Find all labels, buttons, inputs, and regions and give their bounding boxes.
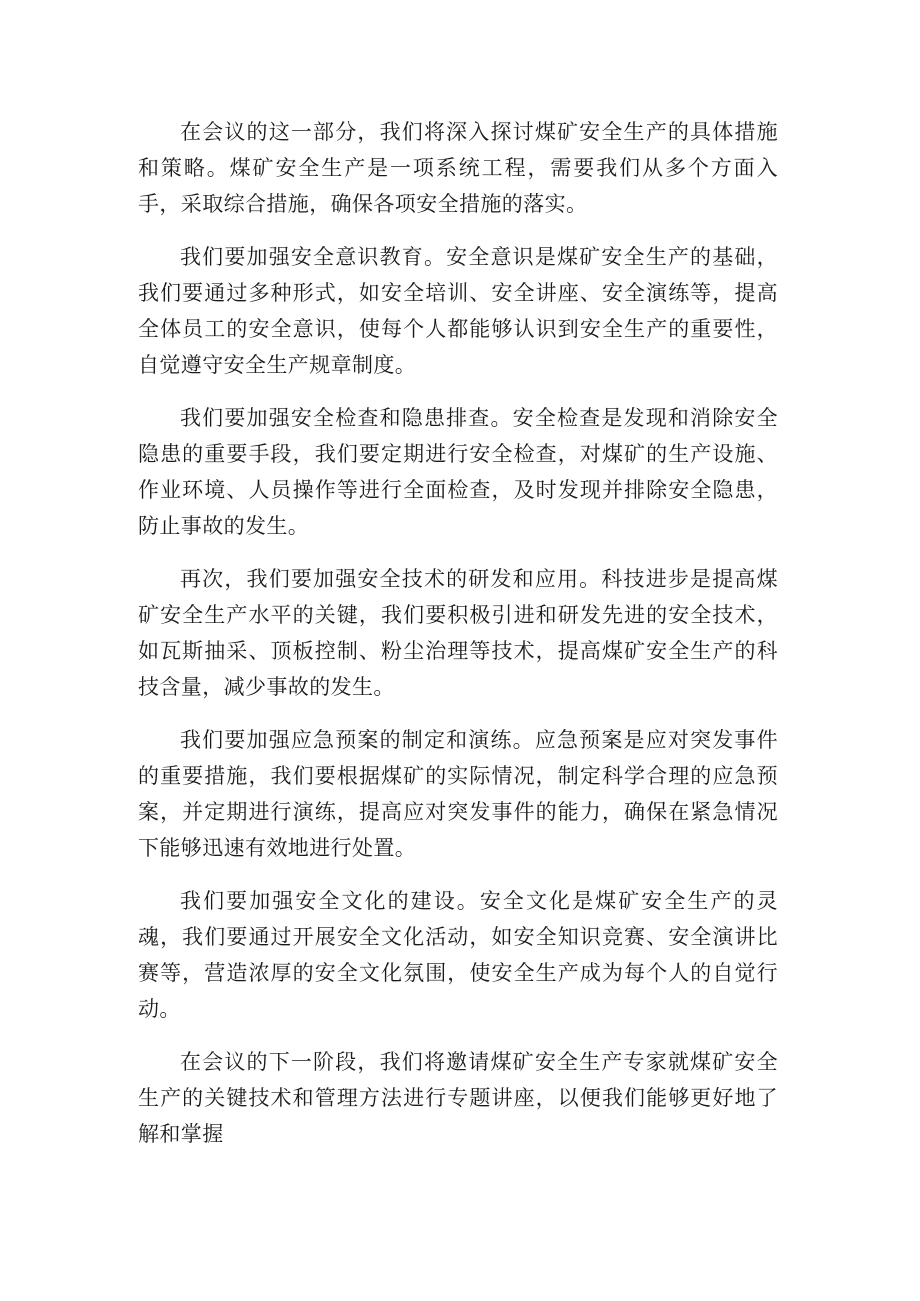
paragraph-safety-inspection: 我们要加强安全检查和隐患排查。安全检查是发现和消除安全隐患的重要手段，我们要定期进行安全检查，对煤矿的生产设施、作业环境、人员操作等进行全面检查，及时发现并排除安全隐患，防止事故的发生。	[138, 406, 778, 538]
paragraph-safety-awareness: 我们要加强安全意识教育。安全意识是煤矿安全生产的基础，我们要通过多种形式，如安全培训、安全讲座、安全演练等，提高全体员工的安全意识，使每个人都能够认识到安全生产的重要性，自觉遵守安全生产规章制度。	[138, 245, 778, 377]
paragraph-safety-technology: 再次，我们要加强安全技术的研发和应用。科技进步是提高煤矿安全生产水平的关键，我们要积极引进和研发先进的安全技术，如瓦斯抽采、顶板控制、粉尘治理等技术，提高煤矿安全生产的科技含量，减少事故的发生。	[138, 567, 778, 699]
document-body	[138, 114, 778, 1169]
paragraph-intro: 在会议的这一部分，我们将深入探讨煤矿安全生产的具体措施和策略。煤矿安全生产是一项系统工程，需要我们从多个方面入手，采取综合措施，确保各项安全措施的落实。	[138, 120, 778, 216]
paragraph-safety-culture: 我们要加强安全文化的建设。安全文化是煤矿安全生产的灵魂，我们要通过开展安全文化活动，如安全知识竞赛、安全演讲比赛等，营造浓厚的安全文化氛围，使安全生产成为每个人的自觉行动。	[138, 889, 778, 1021]
paragraph-next-stage: 在会议的下一阶段，我们将邀请煤矿安全生产专家就煤矿安全生产的关键技术和管理方法进行专题讲座，以便我们能够更好地了解和掌握	[138, 1050, 778, 1146]
paragraph-emergency-plan: 我们要加强应急预案的制定和演练。应急预案是应对突发事件的重要措施，我们要根据煤矿的实际情况，制定科学合理的应急预案，并定期进行演练，提高应对突发事件的能力，确保在紧急情况下能够迅速有效地进行处置。	[138, 728, 778, 860]
